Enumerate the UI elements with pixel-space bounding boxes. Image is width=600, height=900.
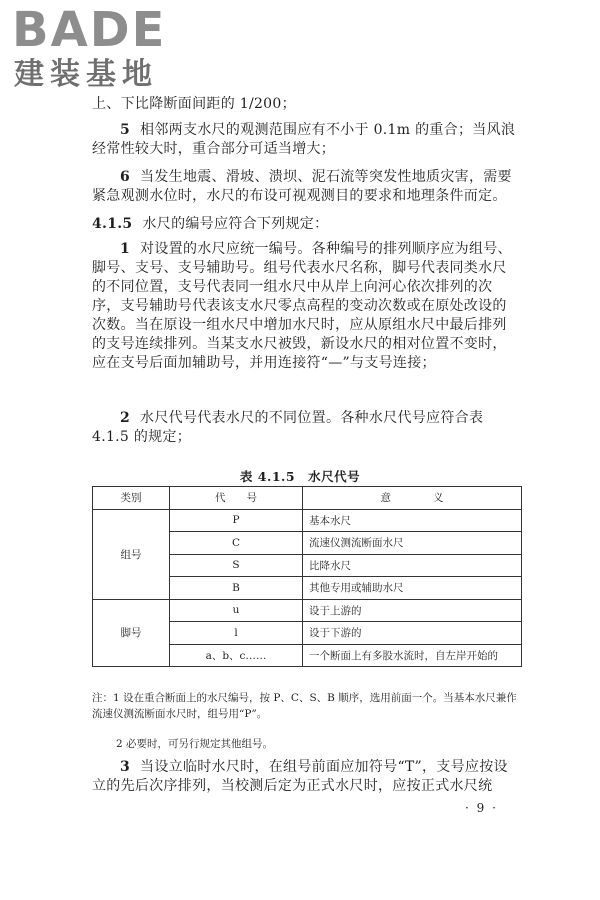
paragraph-text: 当设立临时水尺时，在组号前面应加符号“T”，支号应按设立的先后次序排列，当校测后定为正式水尺时，应按正式水尺统 [92,759,508,794]
logo [12,4,172,96]
paragraph-text: 当发生地震、滑坡、溃坝、泥石流等突发性地质灾害，需要紧急观测水位时，水尺的布设可视观测目的要求和地理条件而定。 [92,169,512,204]
code-cell: a、b、c…… [170,644,303,667]
item-number: 6 [120,169,131,185]
logo-subtitle: 建装基地 [14,57,158,92]
paragraph-text: 对设置的水尺应统一编号。各种编号的排列顺序应为组号、脚号、支号、支号辅助号。组号代表水尺名称，脚号代表同类水尺的不同位置，支号代表同一组水尺中从岸上向河心依次排列的次序，支号辅助号代表该支水尺零点高程的变动次数或在原处改设的次数。当在原设一组水尺中增加水尺时，应从原组水尺中最后排列的支号连续排列。当某支水尺被毁，新设水尺的相对位置不变时，应在支号后面加辅助号，并用连接符“—”与支号连接； [92,241,512,371]
paragraph-text: 相邻两支水尺的观测范围应有不小于 0.1m 的重合；当风浪经常性较大时，重合部分可适当增大； [92,122,516,157]
clause-number: 4.1.5 [92,216,133,232]
paragraph-item-6 [92,168,520,206]
meaning-cell: 设于下游的 [303,622,522,645]
table-header-row [93,487,522,510]
paragraph-text: 上、下比降断面间距的 1/200； [92,96,296,112]
paragraph-text: 水尺的编号应符合下列规定： [142,216,329,232]
table-row [93,509,522,532]
meaning-cell: 其他专用或辅助水尺 [303,577,522,600]
paragraph-item-5 [92,121,520,159]
code-cell: B [170,577,303,600]
water-gauge-code-table [92,486,522,667]
note-number: 2 [116,738,123,750]
logo-brand: BADE [12,2,167,58]
meaning-cell: 设于上游的 [303,599,522,622]
paragraph-text: 水尺代号代表水尺的不同位置。各种水尺代号应符合表 4.1.5 的规定； [92,410,484,445]
code-cell: P [170,509,303,532]
note-text: 设在重合断面上的水尺编号，按 P、C、S、B 顺序，选用前面一个。当基本水尺兼作流速仪测流断面水尺时，组号用“P”。 [92,692,517,720]
paragraph-item-3 [92,758,520,796]
clause-4-1-5 [92,215,520,234]
item-number: 1 [120,241,131,257]
table-note-1 [92,690,524,722]
item-number: 2 [120,410,131,426]
paragraph-item-1 [92,240,520,373]
item-number: 5 [120,122,131,138]
paragraph-item-2 [92,409,520,447]
header-code: 代 号 [170,487,303,510]
code-cell: S [170,554,303,577]
note-label: 注： [92,692,113,704]
category-cell: 组号 [93,509,170,599]
note-number: 1 [113,692,120,704]
code-cell: l [170,622,303,645]
meaning-cell: 流速仪测流断面水尺 [303,532,522,555]
category-cell: 脚号 [93,599,170,667]
item-number: 3 [120,759,131,775]
meaning-cell: 基本水尺 [303,509,522,532]
paragraph-continuation [92,95,520,114]
meaning-cell: 一个断面上有多股水流时，自左岸开始的 [303,644,522,667]
table-row [93,599,522,622]
table-note-2 [92,736,524,752]
code-cell: C [170,532,303,555]
header-category: 类别 [93,487,170,510]
note-text: 必要时，可另行规定其他组号。 [126,738,274,750]
meaning-cell: 比降水尺 [303,554,522,577]
code-cell: u [170,599,303,622]
table-caption: 表 4.1.5 水尺代号 [239,469,361,484]
header-meaning: 意 义 [303,487,522,510]
page-number: · 9 · [465,801,498,815]
